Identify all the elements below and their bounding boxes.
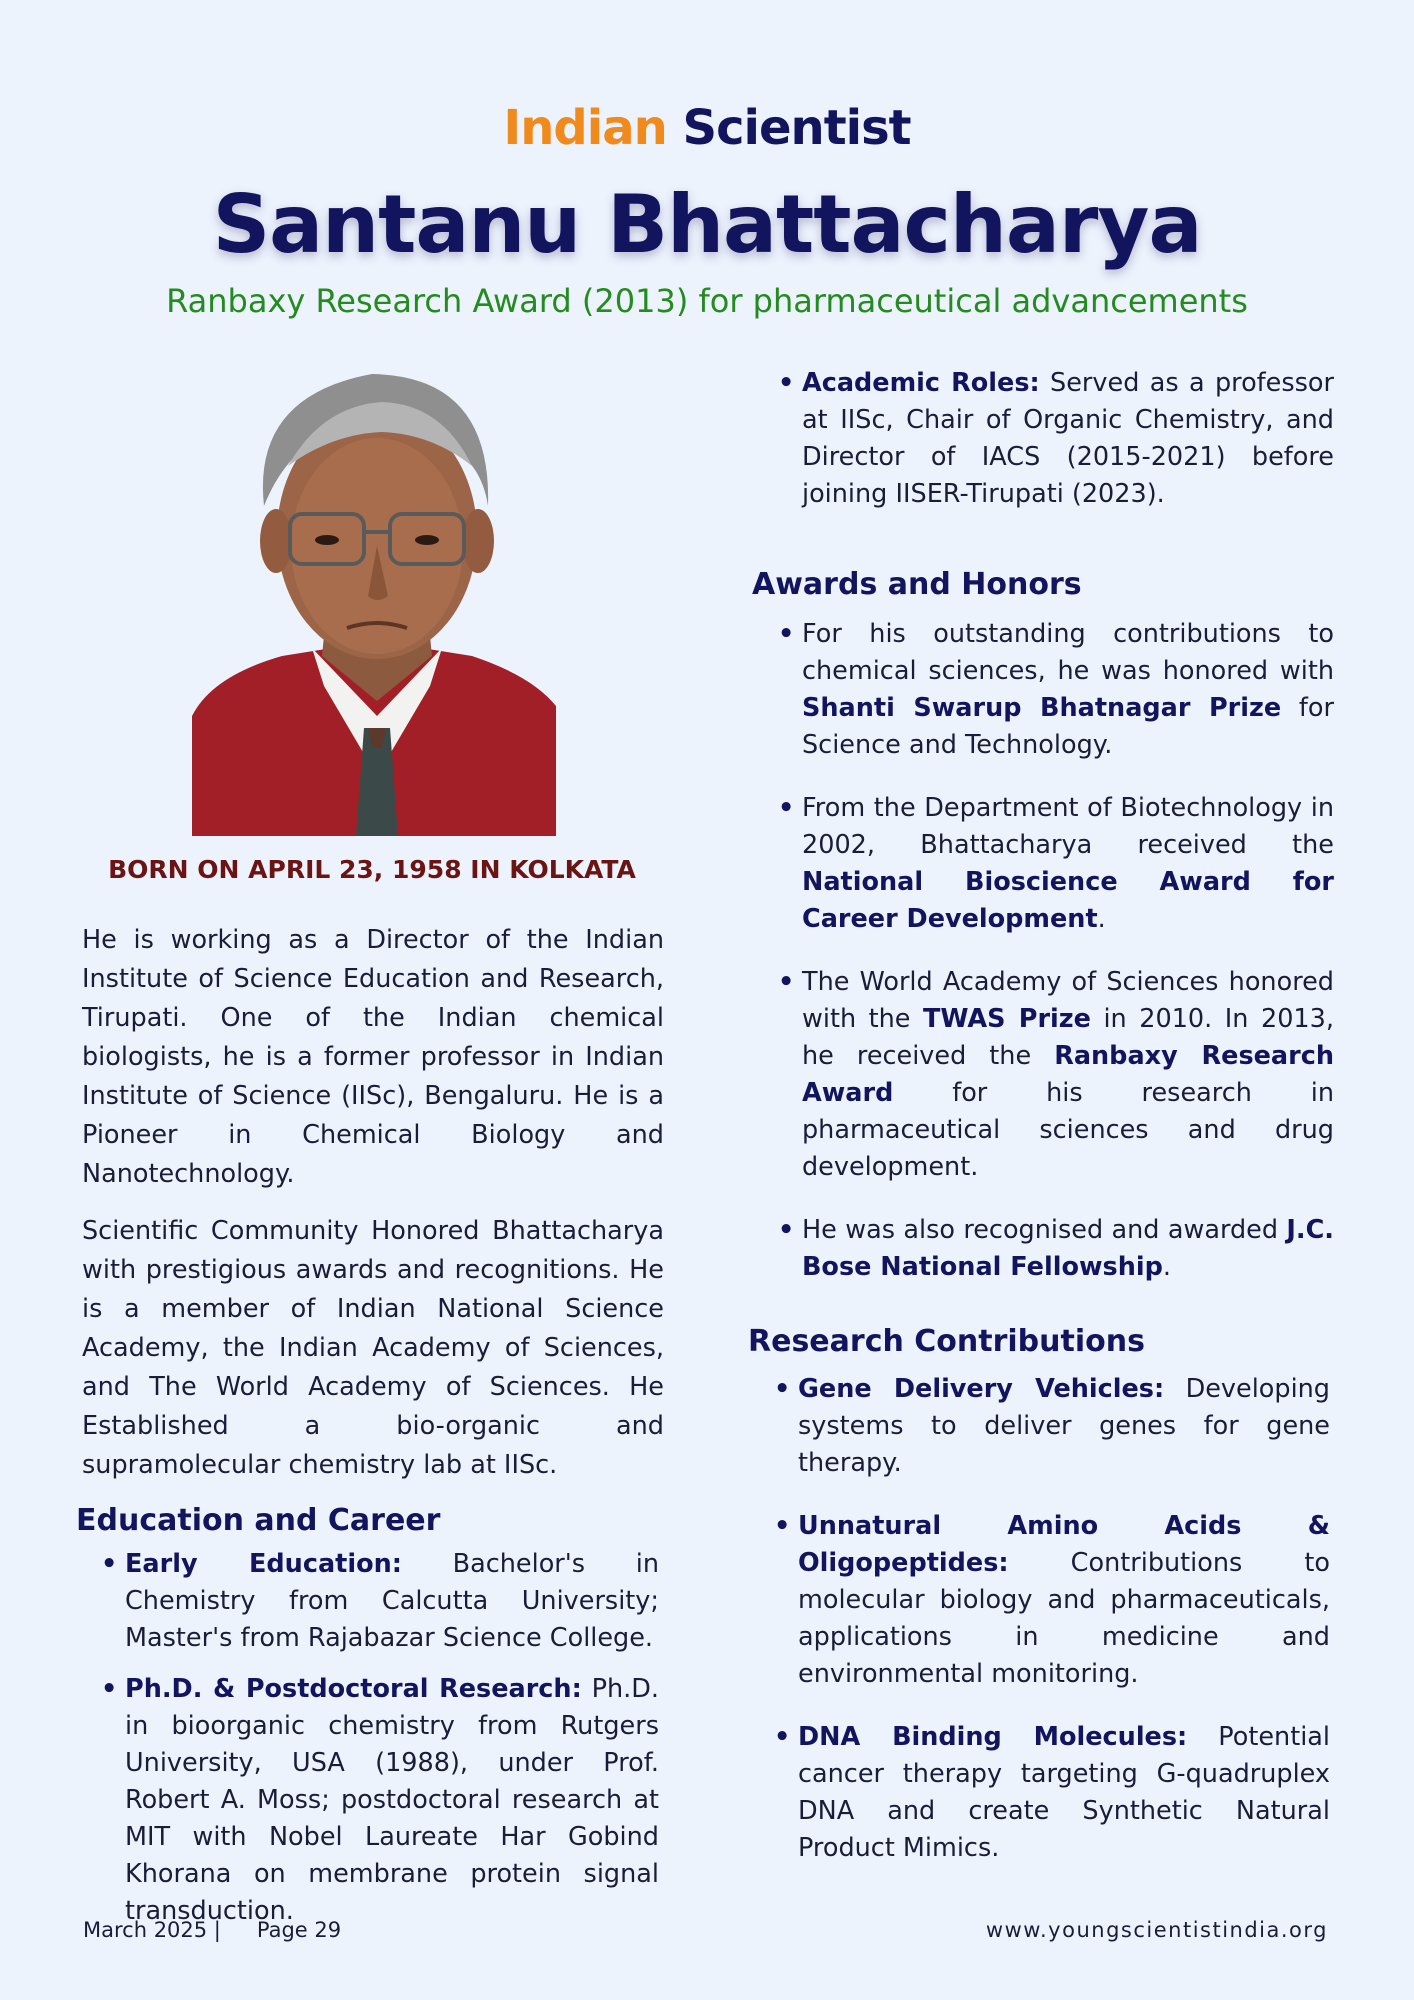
item-label: Ph.D. & Postdoctoral Research: xyxy=(125,1674,582,1704)
list-item xyxy=(798,1719,1330,1867)
page-subtitle: Ranbaxy Research Award (2013) for pharmaceutical advancements xyxy=(166,282,1248,320)
award-name: TWAS Prize xyxy=(923,1004,1091,1034)
item-label: Early Education: xyxy=(125,1549,402,1579)
career-continued-list xyxy=(802,365,1334,513)
item-text: in 2010. In 2013, he received the xyxy=(802,1004,1334,1071)
list-item xyxy=(802,1212,1334,1286)
list-item xyxy=(125,1671,659,1930)
item-label: Academic Roles: xyxy=(802,368,1040,398)
item-text: Served as a professor at IISc, Chair of Organic Chemistry, and Director of IACS (2015-2021) before joining IISER-Tirupati (2023). xyxy=(802,368,1334,509)
list-item xyxy=(802,616,1334,764)
list-item xyxy=(802,790,1334,938)
item-text: Ph.D. in bioorganic chemistry from Rutgers University, USA (1988), under Prof. Robert A. Moss; postdoctoral research at MIT with Nobel Laureate Har Gobind Khorana on membrane protein signal transduction. xyxy=(125,1674,659,1926)
item-text: Developing systems to deliver genes for gene therapy. xyxy=(798,1374,1330,1478)
birth-caption: BORN ON APRIL 23, 1958 IN KOLKATA xyxy=(108,855,636,884)
item-text: Contributions to molecular biology and pharmaceuticals, applications in medicine and environmental monitoring. xyxy=(798,1548,1330,1689)
footer-left xyxy=(83,1918,341,1942)
item-text: . xyxy=(1162,1252,1171,1282)
education-heading: Education and Career xyxy=(76,1503,441,1538)
portrait-illustration xyxy=(192,356,556,836)
honors-paragraph: Scientific Community Honored Bhattacharya with prestigious awards and recognitions. He is a member of Indian National Science Academy, the Indian Academy of Sciences, and The World Academy of Sciences. He Established a bio-organic and supramolecular chemistry lab at IISc. xyxy=(82,1216,664,1480)
awards-heading: Awards and Honors xyxy=(752,567,1082,602)
item-text: He was also recognised and awarded xyxy=(802,1215,1287,1245)
left-column xyxy=(76,921,664,1944)
list-item xyxy=(802,964,1334,1186)
page-number: Page 29 xyxy=(256,1918,342,1942)
item-label: Unnatural Amino Acids & Oligopeptides: xyxy=(798,1511,1330,1578)
item-text: for his research in pharmaceutical sciences and drug development. xyxy=(802,1078,1334,1182)
magazine-kicker xyxy=(0,100,1414,156)
awards-list xyxy=(802,616,1334,1286)
page-title: Santanu Bhattacharya xyxy=(212,178,1202,271)
research-list xyxy=(798,1371,1330,1867)
item-label: Gene Delivery Vehicles: xyxy=(798,1374,1165,1404)
award-name: National Bioscience Award for Career Development xyxy=(802,867,1334,934)
research-heading: Research Contributions xyxy=(748,1324,1145,1359)
list-item xyxy=(798,1371,1330,1482)
footer-website-link[interactable]: www.youngscientistindia.org xyxy=(985,1918,1328,1942)
education-list xyxy=(125,1546,659,1930)
footer-date: March 2025 | xyxy=(83,1918,221,1942)
award-name: Shanti Swarup Bhatnagar Prize xyxy=(802,693,1282,723)
intro-paragraph: He is working as a Director of the Indian Institute of Science Education and Research, Tirupati. One of the Indian chemical biologists, he is a former professor in Indian Institute of Science (IISc), Bengaluru. He is a Pioneer in Chemical Biology and Nanotechnology. xyxy=(82,925,664,1189)
item-text: for Science and Technology. xyxy=(802,693,1334,760)
item-text: The World Academy of Sciences honored with the xyxy=(802,967,1334,1034)
portrait-photo xyxy=(192,356,556,836)
item-label: DNA Binding Molecules: xyxy=(798,1722,1188,1752)
item-text: For his outstanding contributions to chemical sciences, he was honored with xyxy=(802,619,1334,686)
award-name: Ranbaxy Research Award xyxy=(802,1041,1334,1108)
list-item xyxy=(798,1508,1330,1693)
item-text: From the Department of Biotechnology in 2002, Bhattacharya received the xyxy=(802,793,1334,860)
item-text: Potential cancer therapy targeting G-quadruplex DNA and create Synthetic Natural Product Mimics. xyxy=(798,1722,1330,1863)
list-item xyxy=(125,1546,659,1657)
kicker-scientist: Scientist xyxy=(682,100,911,156)
right-column xyxy=(748,365,1336,1893)
kicker-indian: Indian xyxy=(503,100,667,156)
award-name: J.C. Bose National Fellowship xyxy=(802,1215,1334,1282)
item-text: Bachelor's in Chemistry from Calcutta University; Master's from Rajabazar Science College. xyxy=(125,1549,659,1653)
item-text: . xyxy=(1097,904,1106,934)
list-item xyxy=(802,365,1334,513)
